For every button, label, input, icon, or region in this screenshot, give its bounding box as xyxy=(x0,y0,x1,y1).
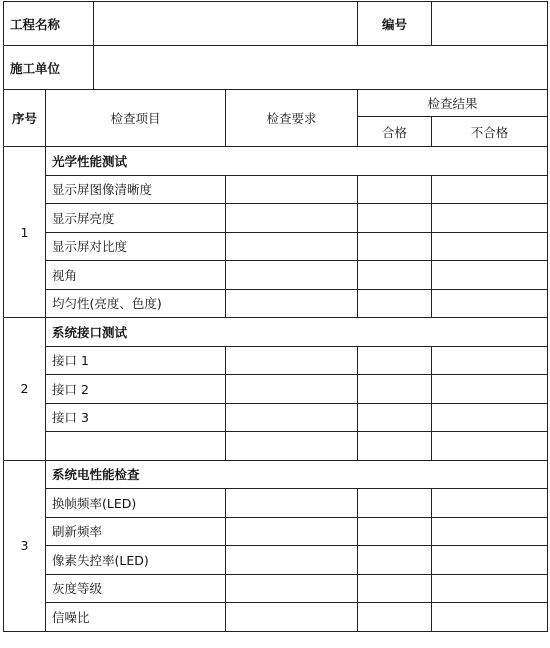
item-label: 信噪比 xyxy=(46,603,226,632)
col-seq-header: 序号 xyxy=(4,90,46,147)
item-label: 换帧频率(LED) xyxy=(46,489,226,518)
group-seq: 1 xyxy=(4,147,46,318)
fail-cell[interactable] xyxy=(432,517,548,546)
pass-cell[interactable] xyxy=(358,489,432,518)
pass-cell[interactable] xyxy=(358,375,432,404)
fail-cell[interactable] xyxy=(432,232,548,261)
item-label: 视角 xyxy=(46,261,226,290)
table-row xyxy=(4,261,548,290)
pass-cell[interactable] xyxy=(358,175,432,204)
group-title: 系统电性能检查 xyxy=(46,460,548,489)
item-label: 像素失控率(LED) xyxy=(46,546,226,575)
requirement-cell[interactable] xyxy=(226,289,358,318)
pass-cell[interactable] xyxy=(358,232,432,261)
pass-cell[interactable] xyxy=(358,204,432,233)
requirement-cell[interactable] xyxy=(226,346,358,375)
number-label: 编号 xyxy=(358,2,432,46)
fail-cell[interactable] xyxy=(432,574,548,603)
requirement-cell[interactable] xyxy=(226,232,358,261)
item-label: 显示屏亮度 xyxy=(46,204,226,233)
fail-cell[interactable] xyxy=(432,289,548,318)
pass-cell[interactable] xyxy=(358,289,432,318)
table-row xyxy=(4,546,548,575)
table-row xyxy=(4,432,548,461)
project-name-label: 工程名称 xyxy=(4,2,94,46)
fail-cell[interactable] xyxy=(432,346,548,375)
table-row xyxy=(4,460,548,489)
item-label: 显示屏对比度 xyxy=(46,232,226,261)
pass-cell[interactable] xyxy=(358,432,432,461)
col-pass-header: 合格 xyxy=(358,117,432,147)
inspection-form xyxy=(3,1,547,645)
pass-cell[interactable] xyxy=(358,517,432,546)
table-row xyxy=(4,232,548,261)
pass-cell[interactable] xyxy=(358,574,432,603)
project-name-field[interactable] xyxy=(94,2,358,46)
pass-cell[interactable] xyxy=(358,261,432,290)
item-label: 接口 1 xyxy=(46,346,226,375)
table-row xyxy=(4,574,548,603)
fail-cell[interactable] xyxy=(432,261,548,290)
col-requirement-header: 检查要求 xyxy=(226,90,358,147)
group-title: 系统接口测试 xyxy=(46,318,548,347)
item-label: 接口 2 xyxy=(46,375,226,404)
column-header-row xyxy=(4,90,548,117)
fail-cell[interactable] xyxy=(432,546,548,575)
fail-cell[interactable] xyxy=(432,375,548,404)
item-label: 灰度等级 xyxy=(46,574,226,603)
requirement-cell[interactable] xyxy=(226,432,358,461)
requirement-cell[interactable] xyxy=(226,517,358,546)
table-row xyxy=(4,289,548,318)
requirement-cell[interactable] xyxy=(226,175,358,204)
table-row xyxy=(4,318,548,347)
requirement-cell[interactable] xyxy=(226,261,358,290)
item-label: 接口 3 xyxy=(46,403,226,432)
fail-cell[interactable] xyxy=(432,603,548,632)
requirement-cell[interactable] xyxy=(226,603,358,632)
inspection-table xyxy=(3,1,548,632)
requirement-cell[interactable] xyxy=(226,375,358,404)
pass-cell[interactable] xyxy=(358,546,432,575)
fail-cell[interactable] xyxy=(432,204,548,233)
pass-cell[interactable] xyxy=(358,346,432,375)
requirement-cell[interactable] xyxy=(226,204,358,233)
number-field[interactable] xyxy=(432,2,548,46)
table-row xyxy=(4,204,548,233)
item-label: 显示屏图像清晰度 xyxy=(46,175,226,204)
requirement-cell[interactable] xyxy=(226,403,358,432)
pass-cell[interactable] xyxy=(358,403,432,432)
group-title: 光学性能测试 xyxy=(46,147,548,176)
construction-unit-label: 施工单位 xyxy=(4,46,94,90)
requirement-cell[interactable] xyxy=(226,546,358,575)
item-label xyxy=(46,432,226,461)
table-row xyxy=(4,147,548,176)
item-label: 刷新频率 xyxy=(46,517,226,546)
item-label: 均匀性(亮度、色度) xyxy=(46,289,226,318)
fail-cell[interactable] xyxy=(432,489,548,518)
table-row xyxy=(4,346,548,375)
table-row xyxy=(4,375,548,404)
header-row-project xyxy=(4,2,548,46)
table-row xyxy=(4,403,548,432)
group-seq: 2 xyxy=(4,318,46,461)
table-row xyxy=(4,175,548,204)
construction-unit-field[interactable] xyxy=(94,46,548,90)
requirement-cell[interactable] xyxy=(226,489,358,518)
col-result-header: 检查结果 xyxy=(358,90,548,117)
col-item-header: 检查项目 xyxy=(46,90,226,147)
fail-cell[interactable] xyxy=(432,403,548,432)
requirement-cell[interactable] xyxy=(226,574,358,603)
table-row xyxy=(4,489,548,518)
header-row-unit xyxy=(4,46,548,90)
fail-cell[interactable] xyxy=(432,175,548,204)
col-fail-header: 不合格 xyxy=(432,117,548,147)
group-seq: 3 xyxy=(4,460,46,631)
fail-cell[interactable] xyxy=(432,432,548,461)
table-row xyxy=(4,517,548,546)
pass-cell[interactable] xyxy=(358,603,432,632)
table-row xyxy=(4,603,548,632)
